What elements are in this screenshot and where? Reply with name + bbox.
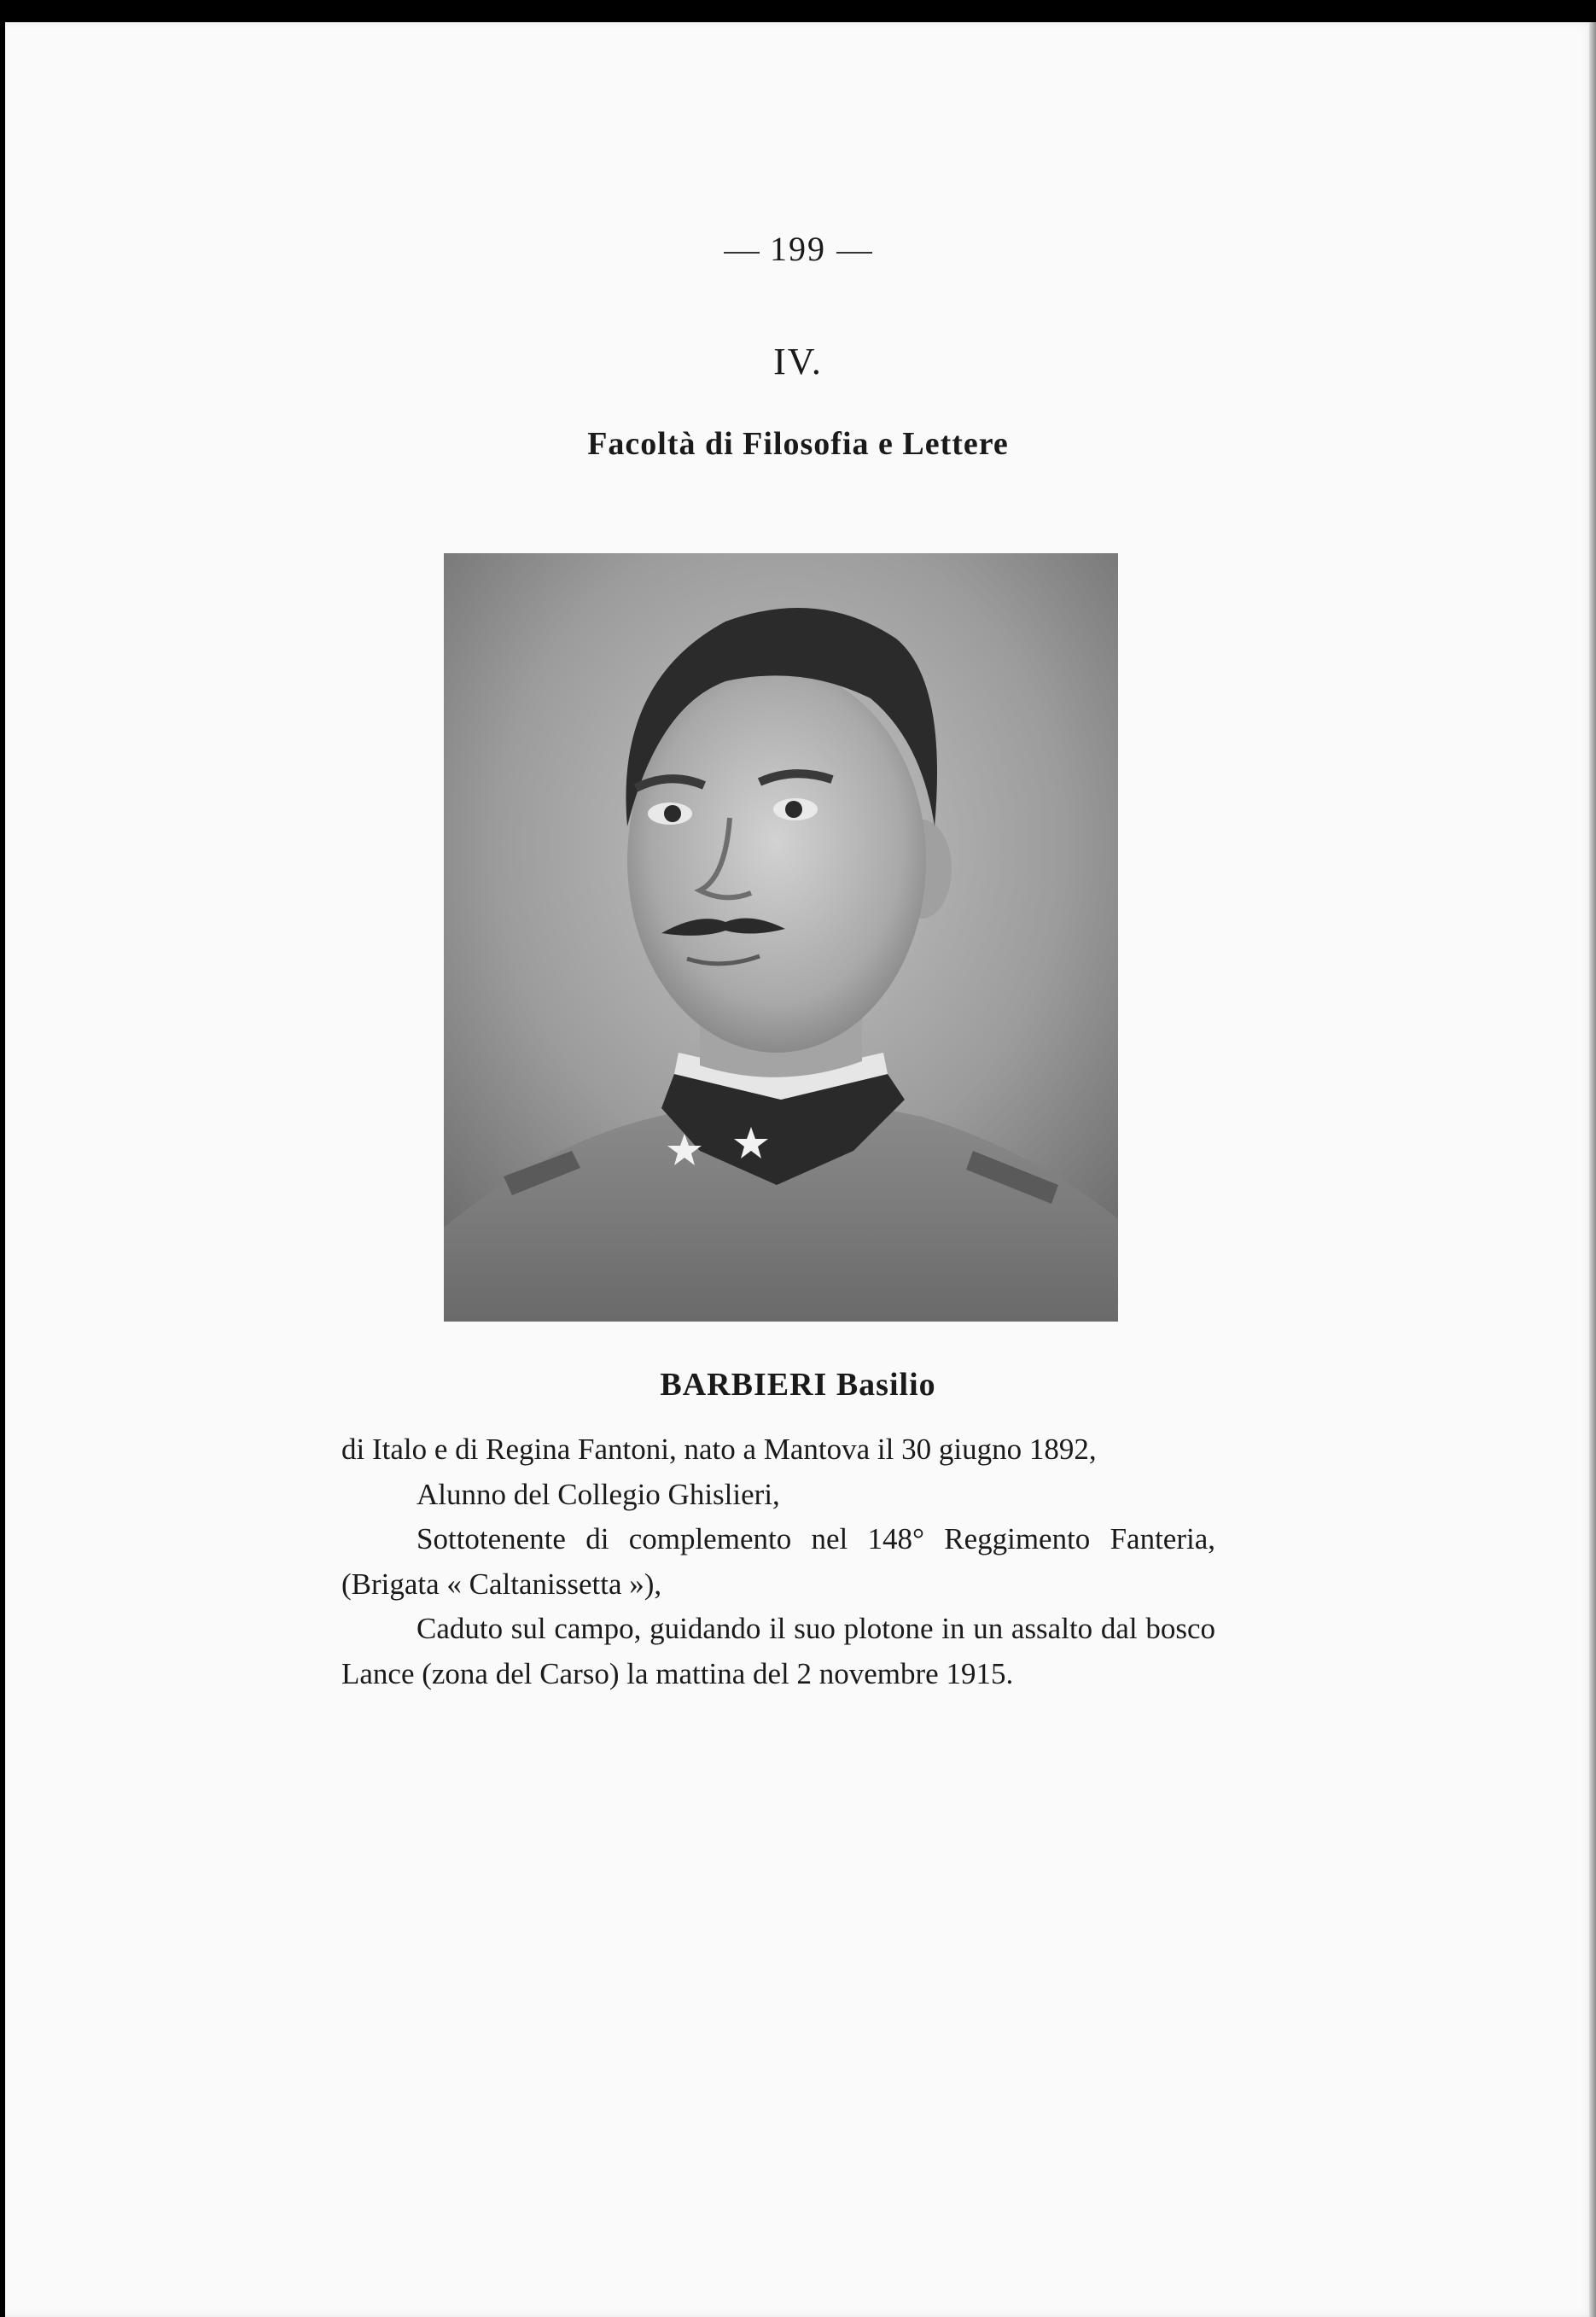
bio-paragraph-death: Caduto sul campo, guidando il suo plotone in un assalto dal bosco Lance (zona del Carso) la mattina del 2 novembre 1915. [341,1612,1215,1690]
section-number: IV. [773,341,823,382]
bio-paragraph-birth: di Italo e di Regina Fantoni, nato a Mantova il 30 giugno 1892, [341,1433,1097,1466]
portrait-illustration [444,553,1118,1322]
page-number-text: 199 [770,230,826,268]
pupil-right [785,801,802,818]
dash-right [836,252,872,254]
portrait-photo [444,553,1118,1322]
biography [341,1427,1215,1696]
bio-paragraph-rank: Sottotenente di complemento nel 148° Reggimento Fanteria, (Brigata « Caltanissetta »), [341,1522,1215,1601]
person-name: BARBIERI Basilio [660,1367,936,1403]
face [627,668,926,1053]
dash-left [724,252,760,254]
page-number [0,229,1596,269]
bio-paragraph-college: Alunno del Collegio Ghislieri, [416,1477,780,1511]
section-title: Facoltà di Filosofia e Lettere [587,426,1009,462]
pupil-left [664,805,681,822]
